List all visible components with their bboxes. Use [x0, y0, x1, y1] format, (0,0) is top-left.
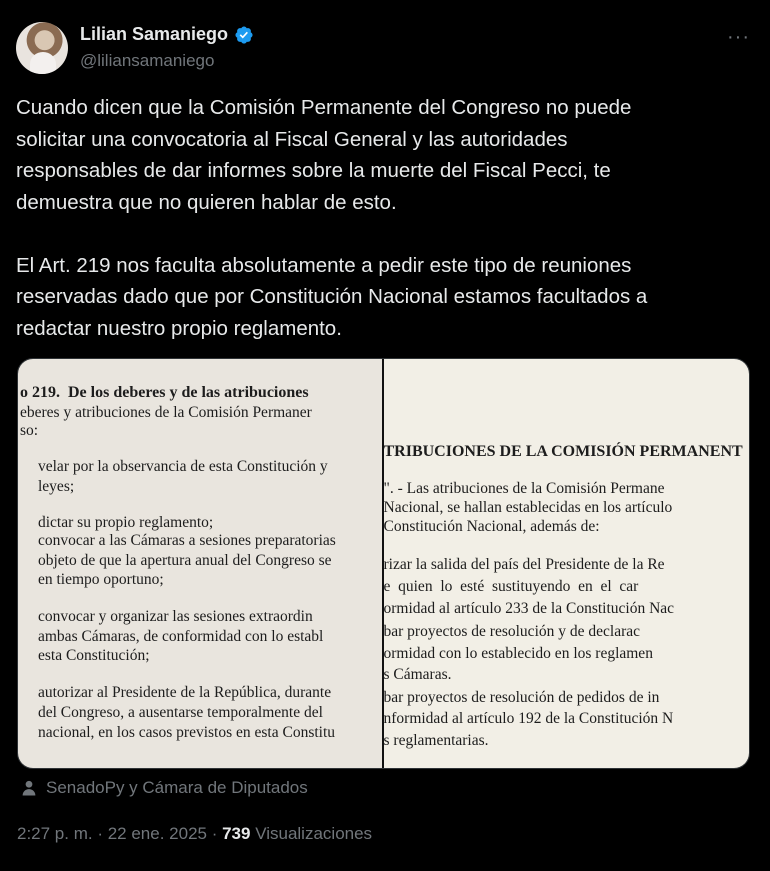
- doc-line: bar proyectos de resolución de pedidos de in: [383, 689, 660, 706]
- doc-line: o 219. De los deberes y de las atribuciones: [20, 384, 309, 401]
- doc-line: en tiempo oportuno;: [38, 571, 164, 588]
- doc-line: ambas Cámaras, de conformidad con lo establ: [38, 628, 324, 645]
- doc-line: velar por la observancia de esta Constitución y: [38, 458, 328, 475]
- doc-line: e quien lo esté sustituyendo en el car: [383, 578, 639, 595]
- tweet-media-image[interactable]: [17, 358, 750, 769]
- meta-separator: ·: [92, 824, 108, 843]
- doc-line: TRIBUCIONES DE LA COMISIÓN PERMANENT: [383, 443, 743, 460]
- tweet-date[interactable]: 22 ene. 2025: [107, 824, 207, 843]
- author-handle[interactable]: @liliansamaniego: [80, 51, 215, 70]
- views-label: Visualizaciones: [250, 824, 373, 843]
- tagged-users-label: SenadoPy y Cámara de Diputados: [46, 778, 308, 797]
- document-photo-right: [384, 359, 750, 768]
- tweet-text: Cuando dicen que la Comisión Permanente del Congreso no puede solicitar una convocatoria al Fiscal General y las autoridades responsables de dar informes sobre la muerte del Fiscal Pecci, te demuestra que no quieren hablar de esto. El Art. 219 nos faculta absolutamente a pedir este tipo de reuniones reservadas dado que por Constitución Nacional estamos facultados a redactar nuestro propio reglamento.: [16, 96, 648, 340]
- views-count: 739: [222, 824, 251, 843]
- doc-line: nformidad al artículo 192 de la Constitución N: [383, 710, 674, 727]
- tagged-users[interactable]: [20, 778, 308, 798]
- doc-line: convocar y organizar las sesiones extraordin: [38, 608, 313, 625]
- doc-line: s Cámaras.: [383, 666, 452, 683]
- verified-badge-icon: [234, 25, 254, 45]
- meta-separator: ·: [206, 824, 223, 843]
- doc-line: convocar a las Cámaras a sesiones preparatorias: [38, 532, 336, 549]
- doc-line: Constitución Nacional, además de:: [383, 518, 600, 535]
- doc-line: eberes y atribuciones de la Comisión Permaner: [20, 404, 312, 421]
- author-name-row: [80, 24, 254, 45]
- doc-line: rizar la salida del país del Presidente de la Re: [383, 556, 665, 573]
- doc-line: autorizar al Presidente de la República, durante: [38, 684, 332, 701]
- tweet-meta: [17, 824, 372, 844]
- doc-line: ormidad con lo establecido en los reglamen: [383, 645, 653, 662]
- avatar[interactable]: [16, 22, 68, 74]
- doc-line: esta Constitución;: [38, 647, 150, 664]
- doc-line: ormidad al artículo 233 de la Constitución Nac: [383, 600, 675, 617]
- doc-line: nacional, en los casos previstos en esta Constitu: [38, 724, 336, 741]
- more-options-icon[interactable]: ···: [727, 26, 750, 48]
- doc-line: s reglamentarias.: [383, 732, 489, 749]
- tweet-time[interactable]: 2:27 p. m.: [17, 824, 93, 843]
- doc-line: bar proyectos de resolución y de declarac: [383, 623, 640, 640]
- doc-line: del Congreso, a ausentarse temporalmente del: [38, 704, 323, 721]
- author-display-name[interactable]: Lilian Samaniego: [80, 24, 229, 44]
- doc-line: so:: [20, 422, 39, 439]
- doc-line: Nacional, se hallan establecidas en los artículo: [383, 499, 673, 516]
- person-icon: [20, 779, 38, 797]
- doc-line: ". - Las atribuciones de la Comisión Permane: [383, 480, 665, 497]
- tweet-header: [16, 20, 754, 76]
- doc-line: leyes;: [38, 478, 75, 495]
- doc-line: dictar su propio reglamento;: [38, 514, 214, 531]
- doc-line: objeto de que la apertura anual del Congreso se: [38, 552, 332, 569]
- document-photo-left: [18, 359, 382, 768]
